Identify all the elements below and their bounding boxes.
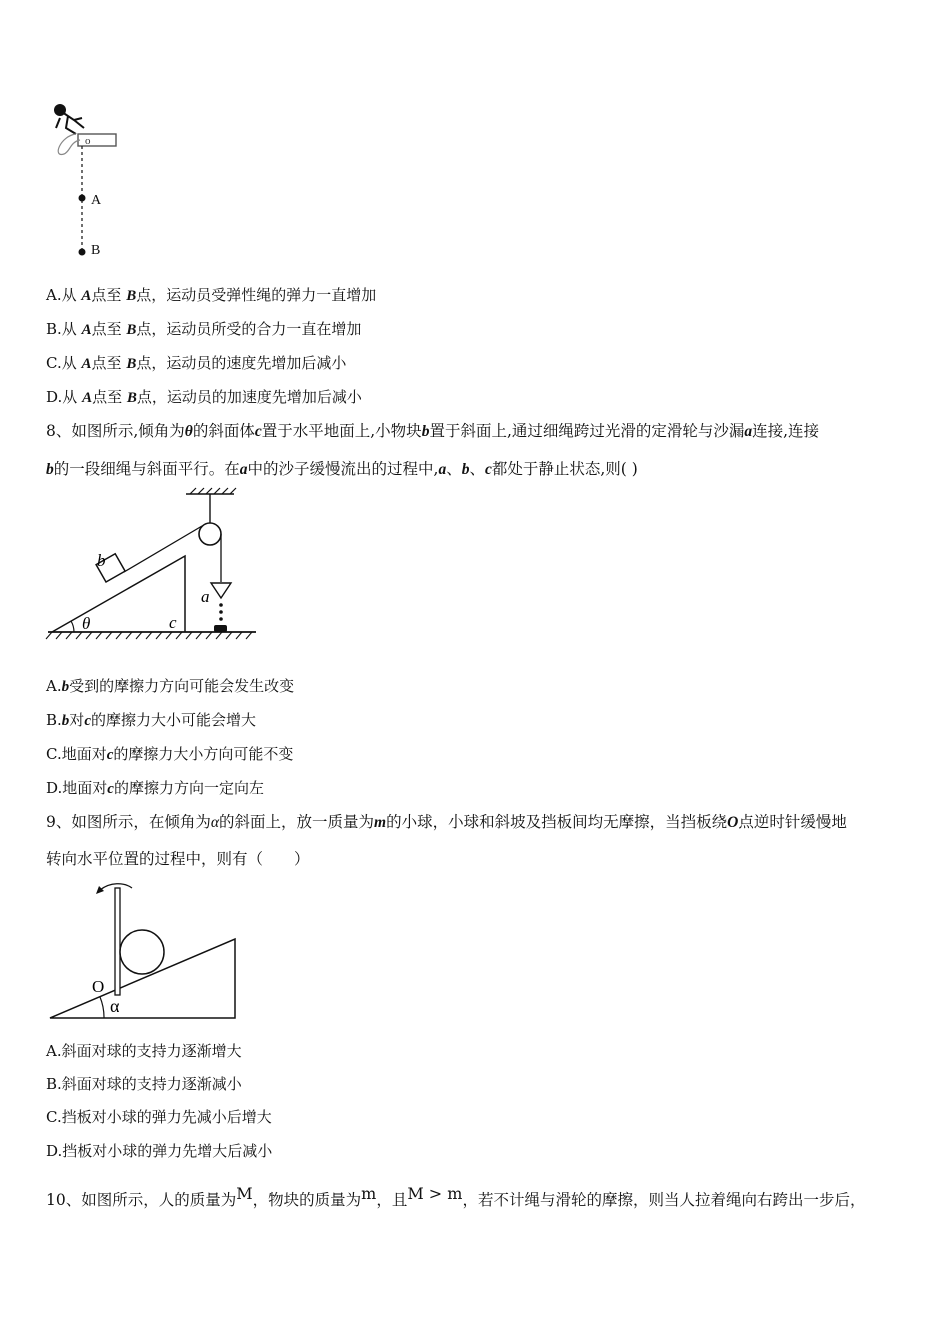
q10-stem: 10、如图所示，人的质量为$^M$，物块的质量为$^m$，且$^{M > m}$，若不计绳与滑轮的摩擦，则当人拉着绳向右跨出一步后， [46, 1184, 866, 1210]
q8-label-b: b [97, 551, 106, 570]
q9-arrow-head [96, 886, 104, 894]
q8-hourglass-a [211, 583, 231, 598]
q9-option-b[interactable]: B.斜面对球的支持力逐渐减小 [46, 1075, 242, 1093]
q9-option-c[interactable]: C.挡板对小球的弹力先减小后增大 [46, 1108, 272, 1126]
q8-pulley [199, 523, 221, 545]
q7-option-a[interactable]: A.从 A点至 B点，运动员受弹性绳的弹力一直增加 [46, 286, 377, 304]
q7-option-d[interactable]: D.从 A点至 B点，运动员的加速度先增加后减小 [46, 388, 362, 406]
q8-stem-line1: 8、如图所示,倾角为θ的斜面体c置于水平地面上,小物块b置于斜面上,通过细绳跨过光滑的定滑轮与沙漏a连接,连接 [46, 422, 820, 440]
q8-option-d[interactable]: D.地面对c的摩擦力方向一定向左 [46, 779, 264, 797]
q8-label-theta: θ [82, 614, 91, 633]
q8-label-a: a [201, 587, 210, 606]
q9-stem-line2: 转向水平位置的过程中，则有（ ） [46, 850, 310, 868]
q7-point-b [79, 249, 86, 256]
q7-option-c[interactable]: C.从 A点至 B点，运动员的速度先增加后减小 [46, 354, 347, 372]
q7-label-b: B [91, 243, 101, 258]
q8-figure [44, 486, 260, 650]
q7-elastic-cord [58, 134, 80, 154]
q7-point-a [79, 195, 86, 202]
q7-platform [78, 134, 116, 146]
q9-figure [44, 878, 244, 1023]
q8-stem-line2: b的一段细绳与斜面平行。在a中的沙子缓慢流出的过程中,a、b、c都处于静止状态,则( ) [46, 460, 638, 478]
q9-option-d[interactable]: D.挡板对小球的弹力先增大后减小 [46, 1142, 273, 1160]
q8-sand-pile [214, 625, 227, 632]
q8-option-a[interactable]: A.b受到的摩擦力方向可能会发生改变 [46, 677, 295, 695]
q8-sand-drops [219, 603, 223, 621]
q7-label-a: A [91, 193, 102, 208]
q8-angle-arc [71, 621, 74, 632]
q7-figure [40, 98, 130, 263]
q8-option-b[interactable]: B.b对c的摩擦力大小可能会增大 [46, 711, 256, 729]
q9-board [115, 888, 120, 995]
q7-label-o: o [85, 135, 91, 147]
q8-ground-hatch [46, 632, 252, 639]
q9-option-a[interactable]: A.斜面对球的支持力逐渐增大 [46, 1042, 242, 1060]
q8-rope-incline [124, 526, 202, 572]
q9-stem-line1: 9、如图所示，在倾角为α的斜面上，放一质量为m的小球，小球和斜坡及挡板间均无摩擦，当挡板绕O点逆时针缓慢地 [46, 813, 847, 831]
q8-option-c[interactable]: C.地面对c的摩擦力大小方向可能不变 [46, 745, 294, 763]
q9-angle-arc [100, 997, 104, 1018]
q9-label-alpha: α [110, 996, 120, 1016]
q8-label-c: c [169, 613, 177, 632]
q7-option-b[interactable]: B.从 A点至 B点，运动员所受的合力一直在增加 [46, 320, 362, 338]
q9-ball [120, 930, 164, 974]
q9-label-o: O [92, 977, 105, 996]
